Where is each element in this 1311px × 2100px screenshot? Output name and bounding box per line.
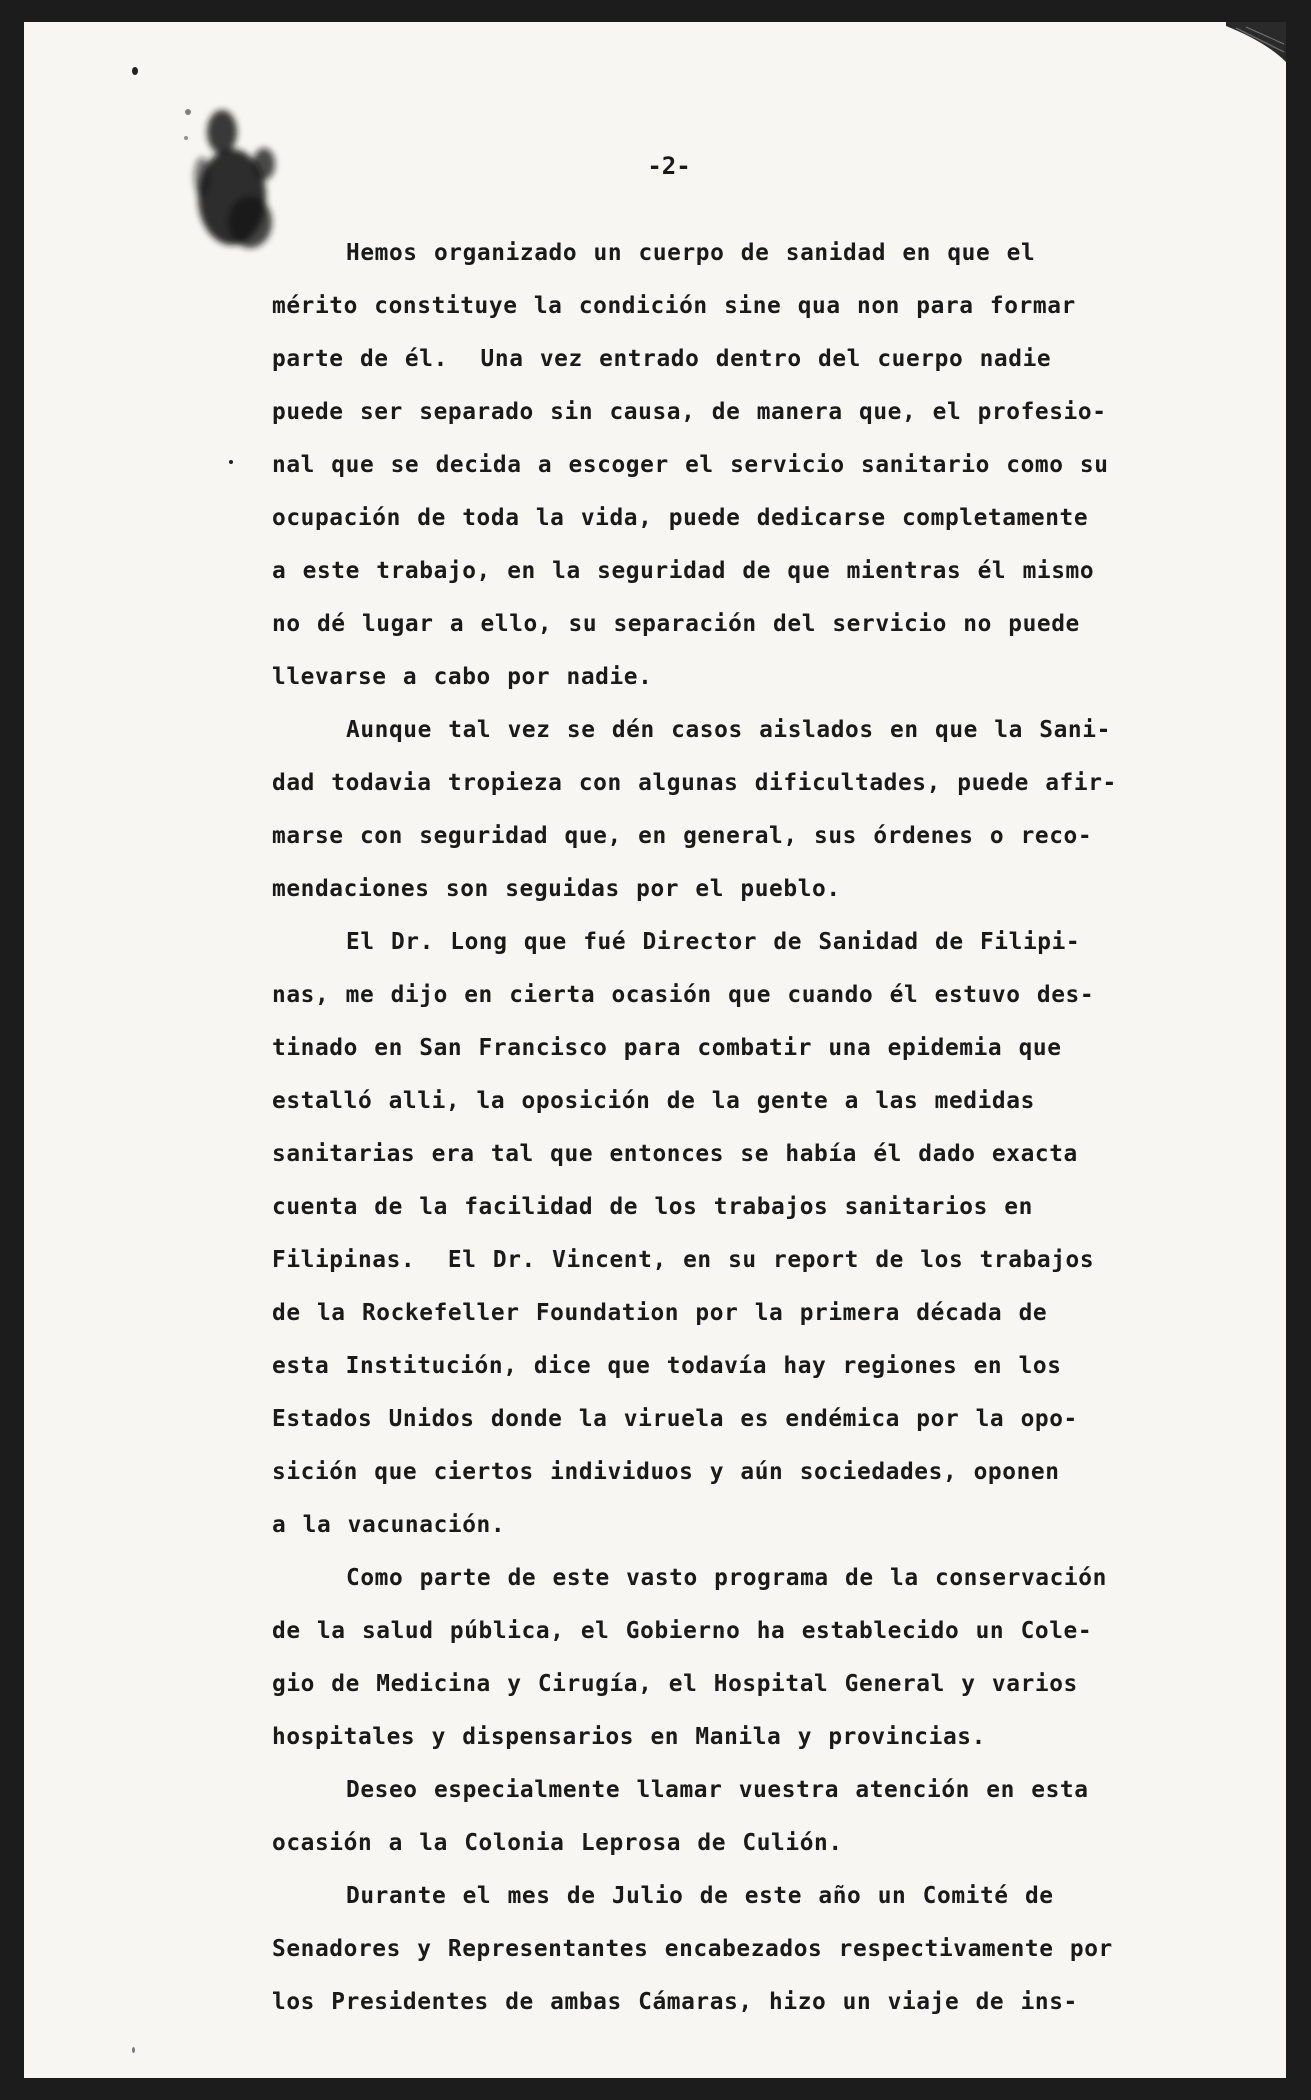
text-line: no dé lugar a ello, su separación del servicio no puede xyxy=(272,611,1080,637)
text-line: ocasión a la Colonia Leprosa de Culión. xyxy=(272,1830,843,1856)
page-number: -2- xyxy=(647,152,691,180)
text-line: los Presidentes de ambas Cámaras, hizo un viaje de ins- xyxy=(272,1989,1078,2015)
paper-speck xyxy=(229,460,233,464)
text-line: sición que ciertos individuos y aún sociedades, oponen xyxy=(272,1459,1060,1485)
text-line: esta Institución, dice que todavía hay regiones en los xyxy=(272,1353,1062,1379)
paragraph-public-compliance xyxy=(272,704,1222,916)
text-line: Como parte de este vasto programa de la conservación xyxy=(346,1565,1107,1591)
text-line: Durante el mes de Julio de este año un Comité de xyxy=(346,1883,1054,1909)
text-line: cuenta de la facilidad de los trabajos sanitarios en xyxy=(272,1194,1033,1220)
text-line: sanitarias era tal que entonces se había él dado exacta xyxy=(272,1141,1078,1167)
text-line: El Dr. Long que fué Director de Sanidad de Filipi- xyxy=(346,929,1081,955)
text-line: marse con seguridad que, en general, sus órdenes o reco- xyxy=(272,823,1093,849)
torn-corner-mark xyxy=(1226,22,1286,62)
text-line: Estados Unidos donde la viruela es endémica por la opo- xyxy=(272,1406,1078,1432)
paragraph-dr-long xyxy=(272,916,1222,1552)
text-line: hospitales y dispensarios en Manila y provincias. xyxy=(272,1724,986,1750)
paragraph-culion-colony xyxy=(272,1764,1222,1870)
text-line: llevarse a cabo por nadie. xyxy=(272,664,653,690)
text-line: mendaciones son seguidas por el pueblo. xyxy=(272,876,841,902)
document-body xyxy=(272,227,1222,2029)
paragraph-health-program xyxy=(272,1552,1222,1764)
text-line: nas, me dijo en cierta ocasión que cuando él estuvo des- xyxy=(272,982,1095,1008)
text-line: nal que se decida a escoger el servicio sanitario como su xyxy=(272,452,1109,478)
text-line: Senadores y Representantes encabezados respectivamente por xyxy=(272,1936,1113,1962)
text-line: a la vacunación. xyxy=(272,1512,506,1538)
paragraph-sanitary-corps xyxy=(272,227,1222,704)
text-line: Aunque tal vez se dén casos aislados en que la Sani- xyxy=(346,717,1111,743)
text-line: Filipinas. El Dr. Vincent, en su report de los trabajos xyxy=(272,1247,1095,1273)
text-line: puede ser separado sin causa, de manera que, el profesio- xyxy=(272,399,1107,425)
text-line: Deseo especialmente llamar vuestra atención en esta xyxy=(346,1777,1089,1803)
text-line: mérito constituye la condición sine qua non para formar xyxy=(272,293,1076,319)
text-line: dad todavia tropieza con algunas dificultades, puede afir- xyxy=(272,770,1117,796)
paper-speck xyxy=(132,67,138,75)
text-line: parte de él. Una vez entrado dentro del cuerpo nadie xyxy=(272,346,1052,372)
text-line: a este trabajo, en la seguridad de que mientras él mismo xyxy=(272,558,1095,584)
text-line: Hemos organizado un cuerpo de sanidad en que el xyxy=(346,240,1036,266)
text-line: gio de Medicina y Cirugía, el Hospital General y varios xyxy=(272,1671,1078,1697)
text-line: de la salud pública, el Gobierno ha establecido un Cole- xyxy=(272,1618,1093,1644)
text-line: estalló alli, la oposición de la gente a las medidas xyxy=(272,1088,1035,1114)
text-line: tinado en San Francisco para combatir una epidemia que xyxy=(272,1035,1062,1061)
text-line: de la Rockefeller Foundation por la primera década de xyxy=(272,1300,1048,1326)
document-page xyxy=(24,22,1286,2078)
text-line: ocupación de toda la vida, puede dedicarse completamente xyxy=(272,505,1089,531)
paragraph-committee-trip xyxy=(272,1870,1222,2029)
paper-speck xyxy=(132,2047,135,2053)
